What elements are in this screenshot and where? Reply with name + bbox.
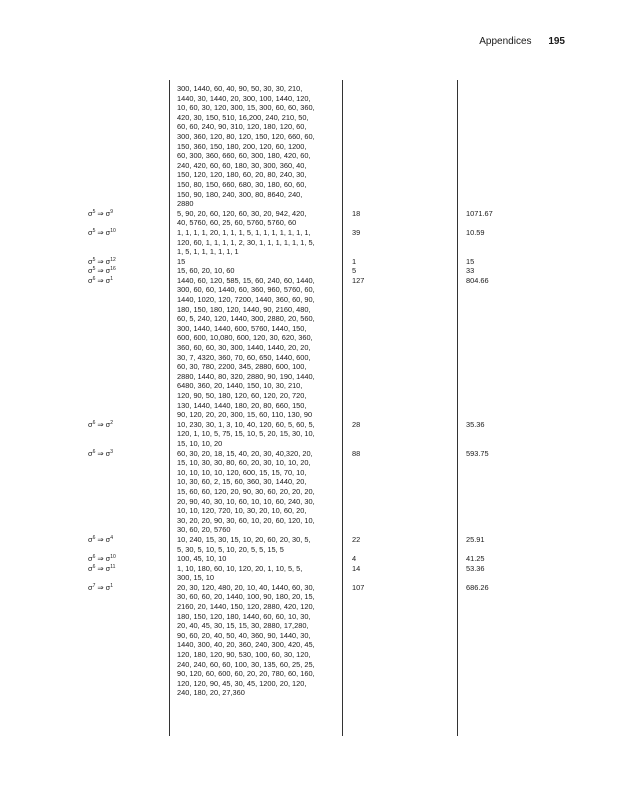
value-line: 30, 60, 60, 20, 1440, 100, 90, 180, 20, 15, xyxy=(177,592,315,602)
value-line: 15, 60, 20, 10, 60 xyxy=(177,266,235,276)
mean-cell: 25.91 xyxy=(466,534,485,544)
value-line: 120, 180, 120, 90, 530, 100, 60, 30, 120, xyxy=(177,650,311,660)
running-header xyxy=(479,36,565,47)
value-line: 15, 60, 60, 120, 20, 90, 30, 60, 20, 20, 20, xyxy=(177,486,315,496)
duration-values xyxy=(177,228,335,257)
value-line: 240, 240, 60, 60, 100, 30, 135, 60, 25, 25, xyxy=(177,659,315,669)
value-line: 60, 60, 240, 90, 310, 120, 180, 120, 60, xyxy=(177,122,307,132)
mean-cell: 1071.67 xyxy=(466,208,493,218)
duration-values xyxy=(177,420,335,449)
mean-cell: 686.26 xyxy=(466,582,489,592)
section-title: Appendices xyxy=(479,36,532,47)
transition-label: $\sigma^6$ ⇒ $\sigma^{10}$ xyxy=(88,554,116,564)
transition-label: $\sigma^5$ ⇒ $\sigma^{16}$ xyxy=(88,266,116,276)
value-line: 100, 45, 10, 10 xyxy=(177,554,227,564)
value-line: 20, 40, 45, 30, 15, 15, 30, 2880, 17,280, xyxy=(177,621,309,631)
count-cell: 39 xyxy=(352,227,361,237)
mean-cell: 35.36 xyxy=(466,419,485,429)
count-cell: 5 xyxy=(352,266,357,276)
mean-cell: 804.66 xyxy=(466,275,489,285)
value-line: 300, 1440, 60, 40, 90, 50, 30, 30, 210, xyxy=(177,84,303,93)
value-line: 120, 120, 90, 45, 30, 45, 1200, 20, 120, xyxy=(177,678,307,688)
mean-cell: 593.75 xyxy=(466,448,489,458)
table-row xyxy=(0,564,625,583)
duration-values xyxy=(177,276,335,420)
value-line: 60, 30, 20, 18, 15, 40, 20, 30, 40,320, 20, xyxy=(177,448,313,458)
transition-label: $\sigma^6$ ⇒ $\sigma^{11}$ xyxy=(88,563,116,573)
value-line: 20, 30, 120, 480, 20, 10, 40, 1440, 60, 30, xyxy=(177,582,315,592)
value-line: 120, 60, 1, 1, 1, 1, 2, 30, 1, 1, 1, 1, 1, 1, 5, xyxy=(177,237,315,247)
table-row xyxy=(0,266,625,276)
value-line: 10, 60, 30, 120, 300, 15, 300, 60, 60, 360, xyxy=(177,103,315,113)
value-line: 600, 600, 10,080, 600, 120, 30, 620, 360, xyxy=(177,333,313,343)
value-line: 2160, 20, 1440, 150, 120, 2880, 420, 120, xyxy=(177,602,315,612)
transition-label: $\sigma^6$ ⇒ $\sigma^3$ xyxy=(88,448,113,458)
value-line: 60, 5, 240, 120, 1440, 300, 2880, 20, 560, xyxy=(177,314,315,324)
value-line: 1, 5, 1, 1, 1, 1, 1, 1 xyxy=(177,247,239,257)
table-row xyxy=(0,535,625,554)
value-line: 1440, 300, 40, 20, 360, 240, 300, 420, 45, xyxy=(177,640,315,650)
transition-label: $\sigma^7$ ⇒ $\sigma^1$ xyxy=(88,582,113,592)
value-line: 10, 10, 120, 720, 10, 30, 20, 10, 60, 20, xyxy=(177,506,307,516)
mean-cell: 33 xyxy=(466,266,475,276)
value-line: 15, 10, 10, 20 xyxy=(177,438,223,448)
value-line: 150, 90, 180, 240, 300, 80, 8640, 240, xyxy=(177,189,303,199)
page-number: 195 xyxy=(548,36,565,47)
value-line: 60, 300, 360, 660, 60, 300, 180, 420, 60, xyxy=(177,151,311,161)
value-line: 420, 30, 150, 510, 16,200, 240, 210, 50, xyxy=(177,112,309,122)
mean-cell: 41.25 xyxy=(466,554,485,564)
transition-label: $\sigma^5$ ⇒ $\sigma^9$ xyxy=(88,208,113,218)
value-line: 10, 230, 30, 1, 3, 10, 40, 120, 60, 5, 60, 5, xyxy=(177,419,315,429)
value-line: 90, 120, 60, 600, 60, 20, 20, 780, 60, 160, xyxy=(177,669,315,679)
table-row xyxy=(0,583,625,698)
transition-label: $\sigma^5$ ⇒ $\sigma^{12}$ xyxy=(88,256,116,266)
value-line: 150, 120, 120, 180, 60, 20, 80, 240, 30, xyxy=(177,170,307,180)
table-row xyxy=(0,84,625,209)
count-cell: 4 xyxy=(352,554,357,564)
value-line: 10, 240, 15, 30, 15, 10, 20, 60, 20, 30, 5, xyxy=(177,534,311,544)
value-line: 130, 1440, 1440, 180, 20, 80, 660, 150, xyxy=(177,400,307,410)
value-line: 1, 1, 1, 1, 20, 1, 1, 1, 5, 1, 1, 1, 1, 1, 1, 1, xyxy=(177,227,311,237)
value-line: 240, 420, 60, 60, 180, 30, 300, 360, 40, xyxy=(177,160,307,170)
table-row xyxy=(0,209,625,228)
count-cell: 88 xyxy=(352,448,361,458)
transition-label: $\sigma^6$ ⇒ $\sigma^4$ xyxy=(88,534,113,544)
value-line: 300, 1440, 1440, 600, 5760, 1440, 150, xyxy=(177,323,307,333)
value-line: 180, 150, 120, 180, 1440, 60, 60, 10, 30, xyxy=(177,611,311,621)
duration-values xyxy=(177,554,335,564)
value-line: 30, 60, 20, 5760 xyxy=(177,525,231,535)
value-line: 300, 15, 10 xyxy=(177,573,214,583)
duration-values xyxy=(177,209,335,228)
value-line: 1, 10, 180, 60, 10, 120, 20, 1, 10, 5, 5, xyxy=(177,563,303,573)
value-line: 1440, 1020, 120, 7200, 1440, 360, 60, 90, xyxy=(177,295,315,305)
value-line: 60, 30, 780, 2200, 345, 2880, 600, 100, xyxy=(177,362,307,372)
value-line: 180, 150, 180, 120, 1440, 90, 2160, 480, xyxy=(177,304,311,314)
duration-values xyxy=(177,449,335,535)
count-cell: 22 xyxy=(352,534,361,544)
count-cell: 107 xyxy=(352,582,365,592)
transition-label: $\sigma^5$ ⇒ $\sigma^{10}$ xyxy=(88,227,116,237)
value-line: 300, 360, 120, 80, 120, 150, 120, 660, 60, xyxy=(177,131,315,141)
mean-cell: 15 xyxy=(466,256,475,266)
value-line: 1440, 30, 1440, 20, 300, 100, 1440, 120, xyxy=(177,93,311,103)
value-line: 5, 30, 5, 10, 5, 10, 20, 5, 5, 15, 5 xyxy=(177,544,284,554)
value-line: 1440, 60, 120, 585, 15, 60, 240, 60, 1440, xyxy=(177,275,315,285)
count-cell: 14 xyxy=(352,563,361,573)
mean-cell: 53.36 xyxy=(466,563,485,573)
value-line: 150, 80, 150, 660, 680, 30, 180, 60, 60, xyxy=(177,179,307,189)
duration-values xyxy=(177,257,335,267)
value-line: 360, 60, 60, 30, 300, 1440, 1440, 20, 20, xyxy=(177,343,311,353)
value-line: 90, 120, 20, 20, 300, 15, 60, 110, 130, 90 xyxy=(177,410,313,420)
duration-values xyxy=(177,564,335,583)
mean-cell: 10.59 xyxy=(466,227,485,237)
count-cell: 127 xyxy=(352,275,365,285)
transition-label: $\sigma^6$ ⇒ $\sigma^1$ xyxy=(88,275,113,285)
table-row xyxy=(0,257,625,267)
value-line: 120, 90, 50, 180, 120, 60, 120, 20, 720, xyxy=(177,391,307,400)
value-line: 15 xyxy=(177,256,186,266)
duration-values xyxy=(177,84,335,209)
value-line: 20, 90, 40, 30, 10, 60, 10, 10, 60, 240, 30, xyxy=(177,496,315,506)
count-cell: 1 xyxy=(352,256,357,266)
value-line: 5, 90, 20, 60, 120, 60, 30, 20, 942, 420, xyxy=(177,208,307,218)
duration-values xyxy=(177,583,335,698)
value-line: 15, 10, 30, 30, 80, 60, 20, 30, 10, 10, 20, xyxy=(177,458,311,468)
count-cell: 28 xyxy=(352,419,361,429)
value-line: 240, 180, 20, 27,360 xyxy=(177,688,245,698)
table-row xyxy=(0,420,625,449)
value-line: 30, 20, 20, 90, 30, 60, 10, 20, 60, 120, 10, xyxy=(177,515,315,525)
value-line: 40, 5760, 60, 25, 60, 5760, 5760, 60 xyxy=(177,218,297,228)
value-line: 2880, 1440, 80, 320, 2880, 90, 190, 1440, xyxy=(177,371,315,381)
value-line: 120, 1, 10, 5, 75, 15, 10, 5, 20, 15, 30, 10, xyxy=(177,429,315,439)
value-line: 30, 7, 4320, 360, 70, 60, 650, 1440, 600, xyxy=(177,352,311,362)
value-line: 2880 xyxy=(177,199,194,209)
value-line: 300, 60, 60, 1440, 60, 360, 960, 5760, 60, xyxy=(177,285,315,295)
table-row xyxy=(0,554,625,564)
count-cell: 18 xyxy=(352,208,361,218)
transition-label: $\sigma^6$ ⇒ $\sigma^2$ xyxy=(88,419,113,429)
data-table xyxy=(0,84,625,698)
table-row xyxy=(0,449,625,535)
value-line: 90, 60, 20, 40, 50, 40, 360, 90, 1440, 30, xyxy=(177,630,311,640)
duration-values xyxy=(177,535,335,554)
table-row xyxy=(0,228,625,257)
value-line: 150, 360, 150, 180, 200, 120, 60, 1200, xyxy=(177,141,307,151)
value-line: 10, 30, 60, 2, 15, 60, 360, 30, 1440, 20, xyxy=(177,477,307,487)
table-row xyxy=(0,276,625,420)
value-line: 10, 10, 10, 10, 120, 600, 15, 15, 70, 10, xyxy=(177,467,307,477)
value-line: 6480, 360, 20, 1440, 150, 10, 30, 210, xyxy=(177,381,303,391)
duration-values xyxy=(177,266,335,276)
